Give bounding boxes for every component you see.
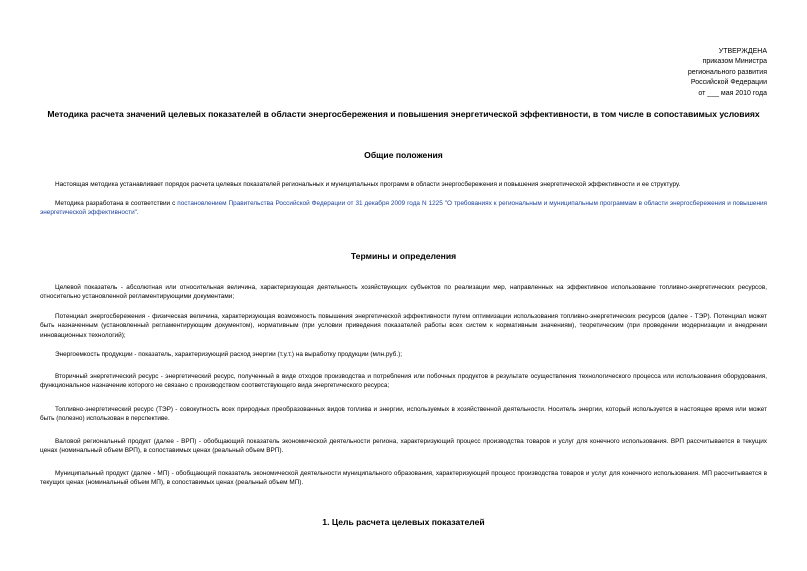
document-title: Методика расчета значений целевых показателей в области энергосбережения и повышения энергетической эффективности, в том числе в сопоставимых условиях — [47, 109, 760, 119]
term-definition: Топливно-энергетический ресурс (ТЭР) - совокупность всех природных преобразованных видов топлива и энергии, используемых в хозяйственной деятельности. Носитель энергии, который используется в настоящее время или может быть (полезно) использован в перспективе. — [40, 406, 767, 423]
term-definition: Вторичный энергетический ресурс - энергетический ресурс, полученный в виде отходов производства и потребления или побочных продуктов в результате осуществления технологического процесса или использования оборудования, функциональное назначение которого не связано с производством соответствующего вида энергетического ресурса; — [40, 373, 767, 390]
section-heading-terms: Термины и определения — [350, 251, 457, 261]
paragraph-text: . — [136, 209, 139, 217]
approval-line: от ___ мая 2010 года — [698, 89, 767, 97]
paragraph-with-link — [40, 199, 767, 218]
approval-stamp — [688, 47, 767, 99]
approval-line: Российской Федерации — [690, 79, 767, 87]
term-definition: Энергоемкость продукции - показатель, характеризующий расход энергии (т.у.т.) на выработку продукции (млн.руб.); — [55, 351, 402, 358]
approval-line: приказом Министра — [702, 58, 767, 66]
section-heading-goal: 1. Цель расчета целевых показателей — [322, 517, 485, 527]
term-definition: Целевой показатель - абсолютная или относительная величина, характеризующая деятельность хозяйствующих субъектов по реализации мер, направленных на эффективное использование топливно-энергетических ресурсов, относительно установленной регламентирующими документами; — [40, 284, 767, 301]
term-definition: Потенциал энергосбережения - физическая величина, характеризующая возможность повышения энергетической эффективности путем оптимизации использования топливно-энергетических ресурсов (далее - ТЭР). Потенциал может быть назначенным (установленный регламентирующим документом), нормативным (при условии приведения показателей работы всех систем к нормативным значениям), теоретическим (при проведении модернизации и внедрении инновационных технологий); — [40, 313, 767, 339]
paragraph-text: Методика разработана в соответствии с — [55, 200, 178, 207]
term-definition: Валовой региональный продукт (далее - ВРП) - обобщающий показатель экономической деятельности региона, характеризующий процесс производства товаров и услуг для конечного использования. ВРП рассчитывается в текущих ценах (номинальный объем ВРП), в сопоставимых ценах (реальный объем ВРП). — [40, 438, 767, 455]
section-heading-general: Общие положения — [364, 150, 443, 160]
regulation-link[interactable]: постановлением Правительства Российской Федерации от 31 декабря 2009 года N 1225 "О требованиях к региональным и муниципальным программам в области энергосбережения и повышения энергетической эффективности" — [40, 200, 768, 217]
term-definition: Муниципальный продукт (далее - МП) - обобщающий показатель экономической деятельности муниципального образования, характеризующий процесс производства товаров и услуг для конечного использования. МП рассчитывается в текущих ценах (номинальный объем МП), в сопоставимых ценах (реальный объем МП). — [40, 470, 767, 487]
approval-line: регионального развития — [687, 68, 767, 76]
approval-line: УТВЕРЖДЕНА — [718, 48, 767, 55]
paragraph: Настоящая методика устанавливает порядок расчета целевых показателей региональных и муниципальных программ в области энергосбережения и повышения энергетической эффективности и ее структуру. — [55, 181, 681, 188]
